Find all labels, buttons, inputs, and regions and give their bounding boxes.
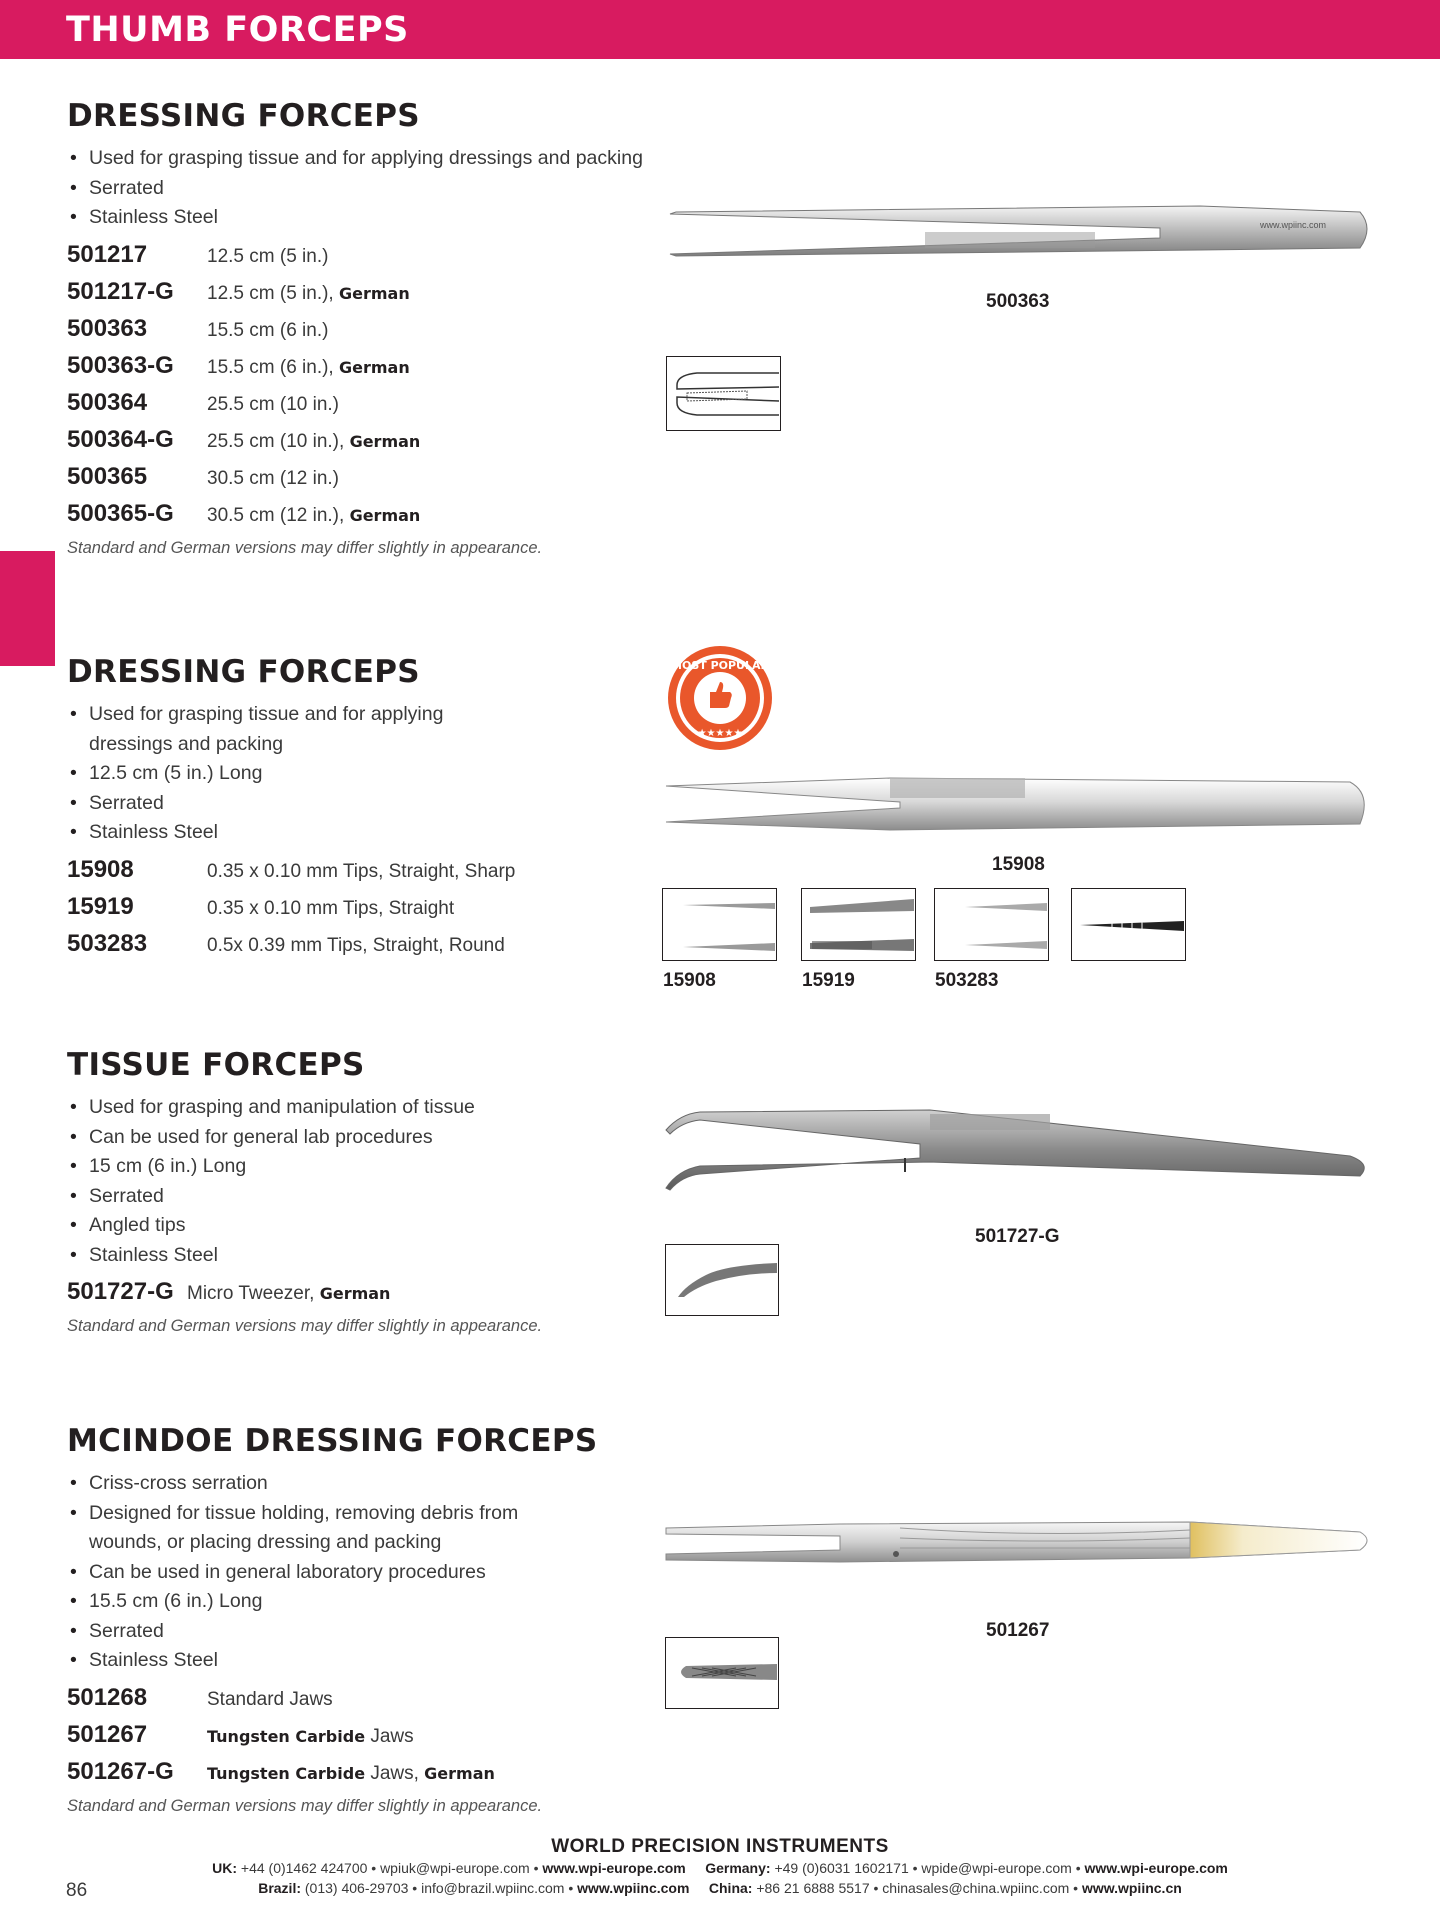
section-title: DRESSING FORCEPS <box>67 98 420 134</box>
tip-round-icon <box>935 889 1047 959</box>
product-desc: 15.5 cm (6 in.) <box>207 319 329 341</box>
product-code: 15919 <box>67 892 134 920</box>
feature-item: • Designed for tissue holding, removing debris from wounds, or placing dressing and packing <box>67 1499 667 1558</box>
side-tab <box>0 551 55 666</box>
appearance-note: Standard and German versions may differ slightly in appearance. <box>67 1317 543 1335</box>
product-code: 501268 <box>67 1683 148 1711</box>
feature-item: • 15 cm (6 in.) Long <box>67 1152 667 1182</box>
badge-text: MOST POPULAR <box>671 659 769 672</box>
feature-item: • Can be used for general lab procedures <box>67 1123 667 1153</box>
feature-item: • Criss-cross serration <box>67 1469 667 1499</box>
tip-detail-icon <box>667 357 779 429</box>
tip-detail-thumbnail <box>666 356 781 431</box>
product-code: 500365 <box>67 462 148 490</box>
product-desc: 0.5x 0.39 mm Tips, Straight, Round <box>207 934 505 956</box>
product-row <box>67 278 667 315</box>
feature-item: • Serrated <box>67 1182 667 1212</box>
product-row <box>67 500 667 537</box>
badge-stars: ★★★★★ <box>697 728 743 739</box>
product-row <box>67 1278 667 1315</box>
product-code: 501217-G <box>67 277 174 305</box>
product-desc: 12.5 cm (5 in.), German <box>207 282 410 304</box>
product-desc: Standard Jaws <box>207 1688 333 1710</box>
image-label: 15908 <box>992 854 1045 875</box>
header-bar <box>0 0 1440 59</box>
product-code: 500365-G <box>67 499 174 527</box>
product-table <box>67 856 667 967</box>
appearance-note: Standard and German versions may differ slightly in appearance. <box>67 538 543 557</box>
footer-contact-line-2: Brazil: (013) 406-29703 • info@brazil.wpiinc.com • www.wpiinc.com China: +86 21 6888 5517 • chinasales@china.wpiinc.com • www.wpiinc.cn <box>258 1880 1182 1896</box>
product-desc: Micro Tweezer, German <box>187 1283 391 1304</box>
product-table <box>67 1278 667 1315</box>
section-title: DRESSING FORCEPS <box>67 654 420 690</box>
product-code: 503283 <box>67 929 148 957</box>
product-code: 500364-G <box>67 425 174 453</box>
product-desc: Tungsten Carbide Jaws, German <box>207 1762 495 1784</box>
product-row <box>67 426 667 463</box>
footer-contact-line-1: UK: +44 (0)1462 424700 • wpiuk@wpi-europe.com • www.wpi-europe.com Germany: +49 (0)6031 1602171 • wpide@wpi-europe.com • www.wpi-europe.com <box>212 1860 1228 1876</box>
section-dressing-forceps-2 <box>67 654 667 967</box>
feature-item: • Stainless Steel <box>67 203 667 233</box>
section-title: MCINDOE DRESSING FORCEPS <box>67 1423 598 1459</box>
product-desc: 15.5 cm (6 in.), German <box>207 356 410 378</box>
feature-item: • Stainless Steel <box>67 1241 667 1271</box>
thumb-label: 15908 <box>663 970 716 991</box>
product-desc: 0.35 x 0.10 mm Tips, Straight, Sharp <box>207 860 516 882</box>
china-label: China: <box>708 1880 753 1896</box>
product-code: 501267 <box>67 1720 148 1748</box>
section-title: TISSUE FORCEPS <box>67 1047 365 1083</box>
criss-cross-serration-icon <box>666 1638 777 1707</box>
product-row <box>67 856 667 893</box>
tip-detail-thumbnail <box>665 1637 779 1709</box>
product-row <box>67 1721 667 1758</box>
tip-thumbnail-15908 <box>662 888 777 961</box>
uk-website-link[interactable]: www.wpi-europe.com <box>542 1860 686 1876</box>
section-tissue-forceps <box>67 1047 667 1336</box>
forceps-501267-image <box>660 1508 1380 1578</box>
product-code: 501727-G <box>67 1278 174 1305</box>
thumb-label: 15919 <box>802 970 855 991</box>
image-label: 501727-G <box>975 1226 1060 1247</box>
image-label: 501267 <box>986 1620 1050 1641</box>
product-code: 500363 <box>67 314 148 342</box>
product-desc: 30.5 cm (12 in.), German <box>207 504 421 526</box>
product-code: 500364 <box>67 388 148 416</box>
image-label: 500363 <box>986 291 1050 312</box>
product-desc: 25.5 cm (10 in.) <box>207 393 339 415</box>
product-code: 501217 <box>67 240 148 268</box>
tip-sharp-icon <box>663 889 775 959</box>
product-desc: 12.5 cm (5 in.) <box>207 245 329 267</box>
tip-thumbnail-serration <box>1071 888 1186 961</box>
feature-item: • Can be used in general laboratory procedures <box>67 1558 667 1588</box>
serration-detail-icon <box>1072 889 1184 959</box>
product-table <box>67 1684 667 1795</box>
feature-list <box>67 1093 667 1270</box>
feature-list <box>67 144 667 233</box>
product-desc: Tungsten Carbide Jaws <box>207 1725 414 1747</box>
tip-straight-icon <box>802 889 914 959</box>
product-desc: 0.35 x 0.10 mm Tips, Straight <box>207 897 455 919</box>
product-row <box>67 389 667 426</box>
section-mcindoe-forceps <box>67 1423 667 1816</box>
forceps-15908-image <box>660 772 1380 842</box>
feature-item: • 15.5 cm (6 in.) Long <box>67 1587 667 1617</box>
tip-thumbnail-503283 <box>934 888 1049 961</box>
forceps-500363-image <box>660 198 1380 270</box>
germany-website-link[interactable]: www.wpi-europe.com <box>1084 1860 1228 1876</box>
product-row <box>67 930 667 967</box>
page-number: 86 <box>66 1880 88 1901</box>
product-desc: 30.5 cm (12 in.) <box>207 467 339 489</box>
feature-list <box>67 700 667 848</box>
feature-item: • Serrated <box>67 174 667 204</box>
tip-detail-thumbnail <box>665 1244 779 1316</box>
product-table <box>67 241 667 537</box>
product-row <box>67 352 667 389</box>
feature-item: • Used for grasping and manipulation of tissue <box>67 1093 667 1123</box>
product-desc: 25.5 cm (10 in.), German <box>207 430 421 452</box>
brazil-website-link[interactable]: www.wpiinc.com <box>577 1880 690 1896</box>
uk-label: UK: <box>212 1860 237 1876</box>
most-popular-badge <box>660 640 780 755</box>
product-row <box>67 315 667 352</box>
feature-list <box>67 1469 667 1676</box>
product-code: 501267-G <box>67 1757 174 1785</box>
thumb-label: 503283 <box>935 970 999 991</box>
feature-item: • Serrated <box>67 789 667 819</box>
feature-item: • Used for grasping tissue and for applying dressings and packing <box>67 144 667 174</box>
appearance-note: Standard and German versions may differ slightly in appearance. <box>67 1796 543 1815</box>
section-dressing-forceps-1 <box>67 98 667 558</box>
product-code: 500363-G <box>67 351 174 379</box>
germany-label: Germany: <box>705 1860 771 1876</box>
feature-item: • Serrated <box>67 1617 667 1647</box>
forceps-501727-g-image <box>660 1100 1380 1200</box>
product-row <box>67 893 667 930</box>
feature-item: • Stainless Steel <box>67 1646 667 1676</box>
product-row <box>67 241 667 278</box>
brazil-label: Brazil: <box>258 1880 301 1896</box>
svg-text:www.wpiinc.com: www.wpiinc.com <box>1260 220 1327 230</box>
product-row <box>67 463 667 500</box>
footer-company: WORLD PRECISION INSTRUMENTS <box>551 1836 889 1857</box>
feature-item: • Stainless Steel <box>67 818 667 848</box>
china-website-link[interactable]: www.wpiinc.cn <box>1081 1880 1182 1896</box>
angled-tip-icon <box>666 1245 777 1314</box>
page-title: THUMB FORCEPS <box>66 10 409 50</box>
feature-item: • Used for grasping tissue and for applying dressings and packing <box>67 700 667 759</box>
feature-item: • Angled tips <box>67 1211 667 1241</box>
product-row <box>67 1758 667 1795</box>
product-code: 15908 <box>67 855 134 883</box>
feature-item: • 12.5 cm (5 in.) Long <box>67 759 667 789</box>
tip-thumbnail-15919 <box>801 888 916 961</box>
product-row <box>67 1684 667 1721</box>
